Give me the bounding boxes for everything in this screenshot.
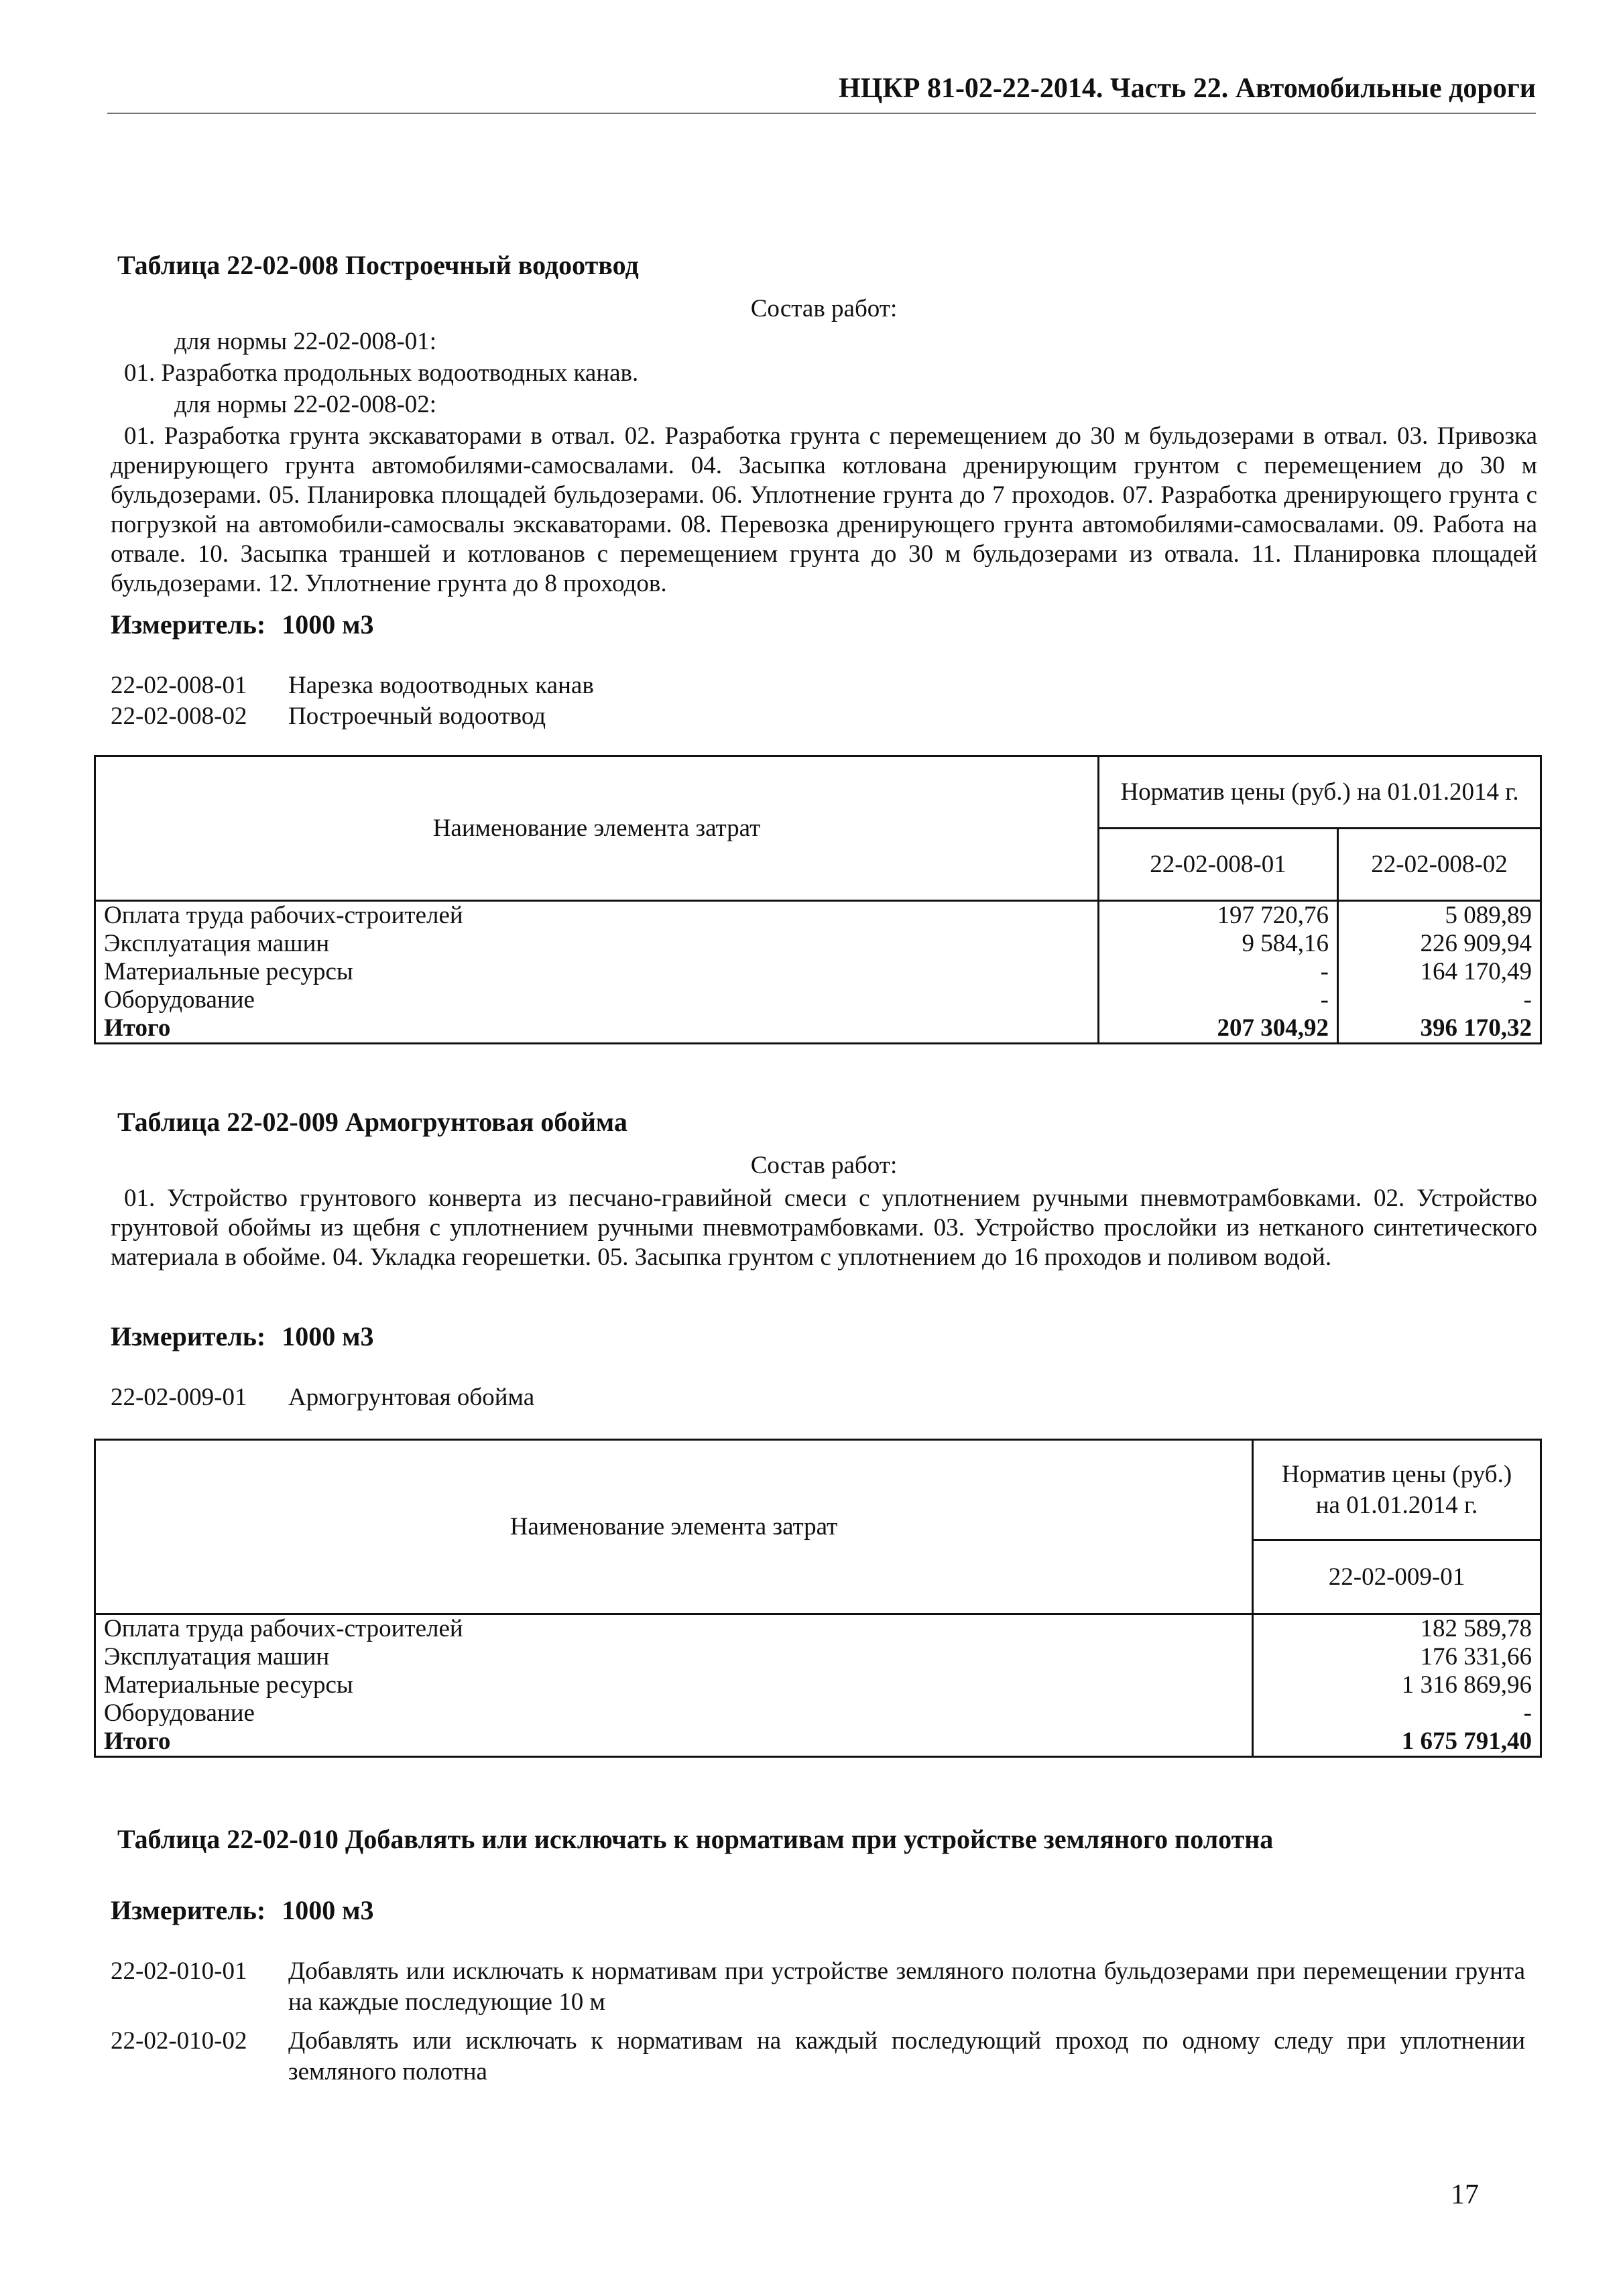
column-header: 22-02-008-02	[1338, 829, 1541, 901]
norm2-text: 01. Разработка грунта экскаваторами в отвал. 02. Разработка грунта с перемещением до 30 м бульдозерами в отвал. 03. Привозка дренирующего грунта автомобилями-самосвалами. 04. Засыпка котлована дренирующим грунтом с перемещением до 30 м бульдозерами. 05. Планировка площадей бульдозерами. 06. Уплотнение грунта до 7 проходов. 07. Разработка дренирующего грунта с погрузкой на автомобили-самосвалы экскаваторами. 08. Перевозка дренирующего грунта автомобилями-самосвалами. 09. Работа на отвале. 10. Засыпка траншей и котлованов с перемещением грунта до 30 м бульдозерами из отвала. 11. Планировка площадей бульдозерами. 12. Уплотнение грунта до 8 проходов.	[111, 422, 1537, 597]
row-value: 9 584,16	[1099, 930, 1338, 958]
meter-label: Измеритель:	[111, 609, 266, 640]
row-name: Эксплуатация машин	[95, 930, 1099, 958]
meter-010	[111, 1894, 1537, 1926]
meter-008	[111, 609, 1537, 640]
row-name: Итого	[95, 1014, 1099, 1044]
code: 22-02-008-01	[111, 672, 247, 699]
row-name: Оборудование	[95, 986, 1099, 1014]
name-header: Наименование элемента затрат	[95, 756, 1099, 901]
table-row	[95, 1643, 1541, 1671]
row-name: Оборудование	[95, 1699, 1253, 1728]
code-row	[111, 670, 1537, 701]
name-header: Наименование элемента затрат	[95, 1440, 1253, 1614]
code-desc: Армогрунтовая обойма	[288, 1384, 535, 1411]
price-header-line: Норматив цены (руб.)	[1281, 1460, 1512, 1488]
norm2-label: для нормы 22-02-008-02:	[174, 391, 437, 418]
code-desc: Добавлять или исключать к нормативам при устройстве земляного полотна бульдозерами при перемещении грунта на каждые последующие 10 м	[288, 1957, 1525, 2016]
row-value: 182 589,78	[1253, 1614, 1541, 1644]
code: 22-02-010-01	[111, 1957, 247, 1985]
code-row	[111, 701, 1537, 732]
row-value: 197 720,76	[1099, 901, 1338, 930]
table-row	[95, 1614, 1541, 1644]
code: 22-02-010-02	[111, 2027, 247, 2055]
norm1-text: 01. Разработка продольных водоотводных канав.	[124, 359, 639, 387]
row-value: 5 089,89	[1338, 901, 1541, 930]
row-name: Итого	[95, 1728, 1253, 1757]
section-table-009	[111, 1106, 1537, 1272]
row-value: -	[1099, 958, 1338, 986]
code-desc: Нарезка водоотводных канав	[288, 672, 594, 699]
price-header-line: на 01.01.2014 г.	[1315, 1491, 1478, 1519]
row-value: 176 331,66	[1253, 1643, 1541, 1671]
table-row	[95, 958, 1541, 986]
row-value: -	[1338, 986, 1541, 1014]
table-row	[95, 986, 1541, 1014]
table-row-total	[95, 1014, 1541, 1044]
meter-value: 1000 м3	[282, 1321, 374, 1351]
table-row	[95, 930, 1541, 958]
composition-label: Состав работ:	[750, 1152, 898, 1179]
meter-009	[111, 1321, 1537, 1352]
code: 22-02-009-01	[111, 1384, 247, 1411]
code-desc: Добавлять или исключать к нормативам на каждый последующий проход по одному следу при уплотнении земляного полотна	[288, 2027, 1525, 2086]
composition-label: Состав работ:	[750, 295, 898, 322]
row-value: -	[1099, 986, 1338, 1014]
row-value: 1 316 869,96	[1253, 1671, 1541, 1699]
column-header: 22-02-009-01	[1253, 1540, 1541, 1614]
code: 22-02-008-02	[111, 703, 247, 730]
row-name: Материальные ресурсы	[95, 958, 1099, 986]
codes-009	[111, 1382, 1537, 1413]
row-value: 226 909,94	[1338, 930, 1541, 958]
codes-008	[111, 670, 1537, 732]
table-row	[95, 901, 1541, 930]
cost-table-009	[94, 1439, 1542, 1758]
price-header: Норматив цены (руб.) на 01.01.2014 г.	[1099, 756, 1541, 829]
meter-label: Измеритель:	[111, 1895, 266, 1925]
code-row	[111, 1382, 1537, 1413]
table-009-title: Таблица 22-02-009 Армогрунтовая обойма	[117, 1107, 627, 1137]
meter-value: 1000 м3	[282, 1895, 374, 1925]
code-row	[111, 2026, 1525, 2088]
table-010-title: Таблица 22-02-010 Добавлять или исключать к нормативам при устройстве земляного полотна	[117, 1824, 1274, 1854]
cost-table-008	[94, 755, 1542, 1044]
table-row-total	[95, 1728, 1541, 1757]
row-value: 396 170,32	[1338, 1014, 1541, 1044]
norm1-label: для нормы 22-02-008-01:	[174, 328, 437, 355]
row-name: Оплата труда рабочих-строителей	[95, 1614, 1253, 1644]
section-table-008	[111, 249, 1537, 599]
row-value: 207 304,92	[1099, 1014, 1338, 1044]
cost-table-008-wrap	[94, 755, 1542, 1044]
section-table-010	[111, 1823, 1537, 1868]
row-name: Оплата труда рабочих-строителей	[95, 901, 1099, 930]
composition-text: 01. Устройство грунтового конверта из песчано-гравийной смеси с уплотнением ручными пневмотрамбовками. 02. Устройство грунтовой обоймы из щебня с уплотнением ручными пневмотрамбовками. 03. Устройство прослойки из нетканого синтетического материала в обойме. 04. Укладка георешетки. 05. Засыпка грунтом с уплотнением до 16 проходов и поливом водой.	[111, 1185, 1537, 1271]
meter-label: Измеритель:	[111, 1321, 266, 1351]
table-row	[95, 1699, 1541, 1728]
table-008-title: Таблица 22-02-008 Построечный водоотвод	[117, 250, 639, 280]
meter-value: 1000 м3	[282, 609, 374, 640]
code-desc: Построечный водоотвод	[288, 703, 546, 730]
row-value: -	[1253, 1699, 1541, 1728]
price-header	[1253, 1440, 1541, 1540]
codes-010	[111, 1956, 1525, 2088]
running-header: НЦКР 81-02-22-2014. Часть 22. Автомобильные дороги	[107, 72, 1536, 114]
table-row	[95, 1671, 1541, 1699]
row-name: Эксплуатация машин	[95, 1643, 1253, 1671]
code-row	[111, 1956, 1525, 2018]
row-value: 1 675 791,40	[1253, 1728, 1541, 1757]
page-number: 17	[1451, 2179, 1479, 2210]
cost-table-009-wrap	[94, 1439, 1542, 1758]
row-name: Материальные ресурсы	[95, 1671, 1253, 1699]
row-value: 164 170,49	[1338, 958, 1541, 986]
column-header: 22-02-008-01	[1099, 829, 1338, 901]
